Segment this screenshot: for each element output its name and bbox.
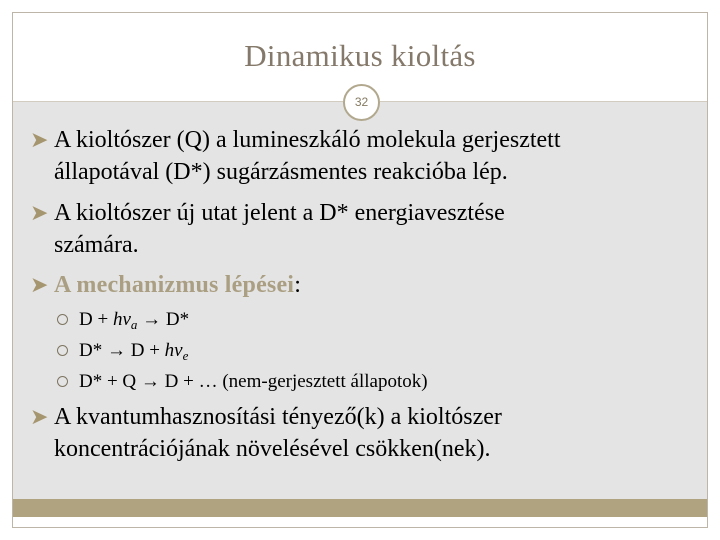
footer-bar <box>13 499 707 517</box>
sub-bullet-icon <box>57 314 68 325</box>
sub-bullet-icon <box>57 345 68 356</box>
bullet-item <box>28 269 301 301</box>
bullet-item <box>28 124 561 188</box>
step-item: $D* \to D + h\nu_e$ <box>57 338 188 369</box>
bullet-icon: ➤ <box>30 200 49 225</box>
step-item: $D + h\nu_a \to D*$ <box>57 307 189 338</box>
bullet-line: A kvantumhasznosítási tényező(k) a kioltószer <box>54 404 502 430</box>
bullet-icon: ➤ <box>30 272 49 297</box>
bullet-line: számára. <box>54 232 139 258</box>
bullet-icon: ➤ <box>30 127 49 152</box>
sub-bullet-icon <box>57 376 68 387</box>
page-number-badge: 32 <box>343 84 380 121</box>
bullet-item <box>28 197 505 261</box>
bullet-line: A kioltószer (Q) a lumineszkáló molekula gerjesztett <box>54 127 561 153</box>
bullet-item <box>28 401 502 465</box>
slide-title: Dinamikus kioltás <box>244 38 476 73</box>
heading-colon: : <box>294 272 301 298</box>
mechanism-heading: A mechanizmus lépései <box>54 272 295 298</box>
bullet-line: A kioltószer új utat jelent a D* energiavesztése <box>54 200 505 226</box>
bullet-line: koncentrációjának növelésével csökken(nek). <box>54 436 491 462</box>
bullet-line: állapotával (D*) sugárzásmentes reakcióba lép. <box>54 159 508 185</box>
step-item: D* + Q → D + … (nem-gerjesztett állapotok) <box>57 369 428 395</box>
bullet-icon: ➤ <box>30 404 49 429</box>
